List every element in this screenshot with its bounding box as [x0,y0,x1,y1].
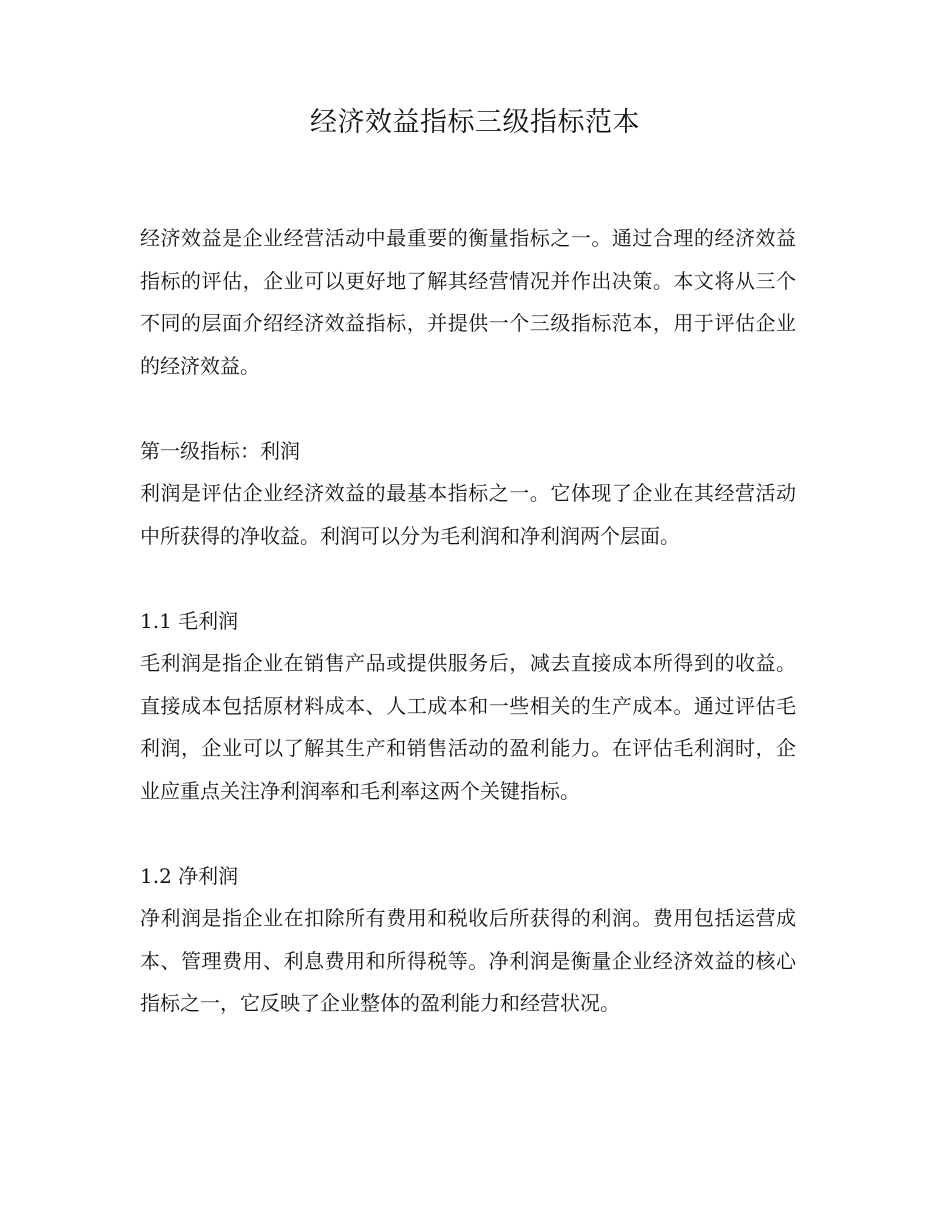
document-body [140,217,796,1025]
paragraph-spacer [140,387,796,430]
section-paragraph: 净利润是指企业在扣除所有费用和税收后所获得的利润。费用包括运营成本、管理费用、利息费用和所得税等。净利润是衡量企业经济效益的核心指标之一，它反映了企业整体的盈利能力和经营状况。 [140,906,796,1015]
section-net-profit [140,855,796,1025]
section-paragraph: 利润是评估企业经济效益的最基本指标之一。它体现了企业在其经营活动中所获得的净收益。利润可以分为毛利润和净利润两个层面。 [140,481,796,548]
section-heading: 1.2 净利润 [140,863,239,888]
document-title: 经济效益指标三级指标范本 [310,107,640,138]
section-gross-profit [140,600,796,813]
section-level-1-profit [140,430,796,558]
paragraph-spacer [140,557,796,600]
paragraph-spacer [140,812,796,855]
section-paragraph: 毛利润是指企业在销售产品或提供服务后，减去直接成本所得到的收益。直接成本包括原材料成本、人工成本和一些相关的生产成本。通过评估毛利润，企业可以了解其生产和销售活动的盈利能力。在评估毛利润时，企业应重点关注净利润率和毛利率这两个关键指标。 [140,651,796,803]
section-heading: 1.1 毛利润 [140,608,239,633]
intro-paragraph: 经济效益是企业经营活动中最重要的衡量指标之一。通过合理的经济效益指标的评估，企业可以更好地了解其经营情况并作出决策。本文将从三个不同的层面介绍经济效益指标，并提供一个三级指标范本，用于评估企业的经济效益。 [140,226,796,378]
section-heading: 第一级指标：利润 [140,438,300,463]
